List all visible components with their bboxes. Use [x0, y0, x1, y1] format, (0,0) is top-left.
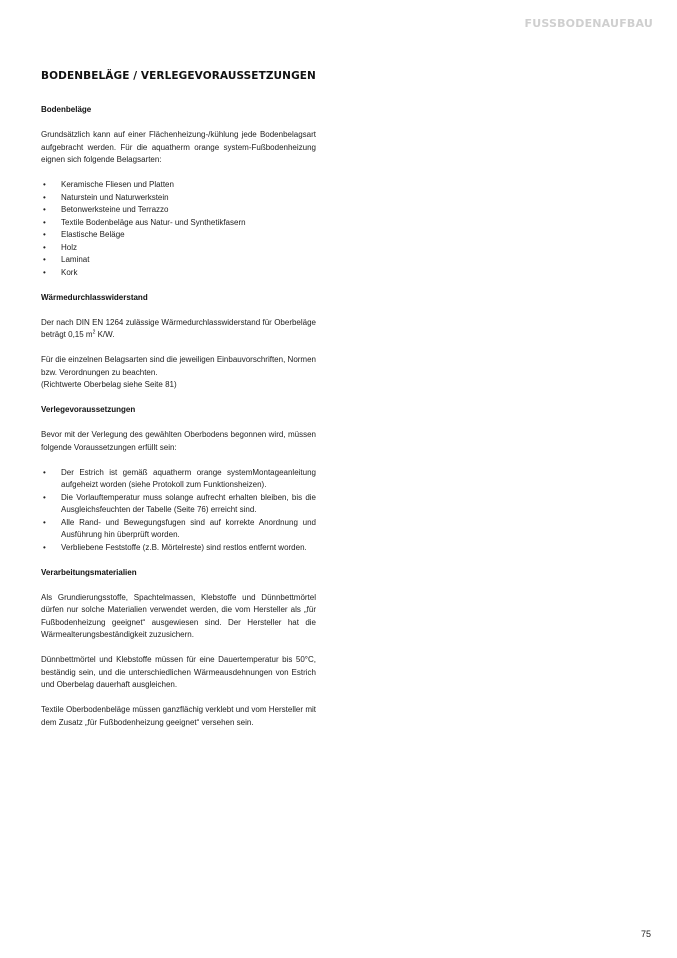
bullet-icon: • — [43, 542, 46, 552]
list-item: • Kork — [41, 267, 316, 280]
list-item: • Alle Rand- und Bewegungsfugen sind auf korrekte Anordnung und Ausführung hin überprüft worden. — [43, 517, 316, 539]
bullet-icon: • — [43, 217, 46, 227]
section-heading: Verlegevoraussetzungen — [41, 405, 136, 414]
bullet-icon: • — [43, 517, 46, 527]
paragraph: Für die einzelnen Belagsarten sind die jeweiligen Einbauvorschriften, Normen bzw. Verordnungen zu beachten. — [41, 355, 316, 377]
section-verlegevoraussetzungen — [41, 404, 316, 554]
bullet-icon: • — [43, 492, 46, 502]
main-content — [41, 104, 316, 742]
voraussetzungen-list — [41, 467, 316, 555]
running-head: FUSSBODENAUFBAU — [524, 17, 653, 30]
bullet-icon: • — [43, 467, 46, 477]
list-item: • Betonwerksteine und Terrazzo — [41, 204, 316, 217]
bullet-icon: • — [43, 180, 46, 189]
paragraph: (Richtwerte Oberbelag siehe Seite 81) — [41, 380, 177, 389]
bullet-icon: • — [43, 205, 46, 214]
list-item: • Elastische Beläge — [41, 229, 316, 242]
belagsarten-list — [41, 179, 316, 279]
section-heading: Verarbeitungsmaterialien — [41, 567, 137, 577]
section-heading: Wärmedurchlasswiderstand — [41, 292, 148, 302]
paragraph: Textile Oberbodenbeläge müssen ganzflächig verklebt und vom Hersteller mit dem Zusatz „für Fußbodenheizung geeignet“ versehen sein. — [41, 705, 316, 727]
list-item: • Die Vorlauftemperatur muss solange aufrecht erhalten bleiben, bis die Ausgleichsfeuchten der Tabelle (Seite 76) erreicht sind. — [43, 492, 316, 514]
section-verarbeitungsmaterialien — [41, 567, 316, 730]
section-waermedurchlasswiderstand — [41, 292, 316, 392]
paragraph: Der nach DIN EN 1264 zulässige Wärmedurchlasswiderstand für Oberbeläge beträgt 0,15 $m^2$ K/W. — [41, 317, 316, 339]
bullet-icon: • — [43, 230, 46, 239]
list-item: • Verbliebene Feststoffe (z.B. Mörtelreste) sind restlos entfernt worden. — [41, 542, 316, 555]
list-item: • Holz — [41, 242, 316, 255]
bullet-icon: • — [43, 242, 46, 252]
page-title: BODENBELÄGE / VERLEGEVORAUSSETZUNGEN — [41, 70, 316, 82]
list-item: • Laminat — [41, 254, 316, 267]
list-item: • Naturstein und Naturwerkstein — [41, 192, 316, 205]
paragraph: Dünnbettmörtel und Klebstoffe müssen für eine Dauertemperatur bis 50°C, beständig sein, und die unterschiedlichen Wärmeausdehnungen von Estrich und Oberbelag dauerhaft ausgleichen. — [41, 655, 316, 689]
list-item: • Textile Bodenbeläge aus Natur- und Synthetikfasern — [41, 217, 316, 230]
section-heading: Bodenbeläge — [41, 105, 92, 114]
bullet-icon: • — [43, 267, 46, 277]
paragraph: Bevor mit der Verlegung des gewählten Oberbodens begonnen wird, müssen folgende Voraussetzungen erfüllt sein: — [41, 430, 316, 452]
paragraph: Grundsätzlich kann auf einer Flächenheizung-/kühlung jede Bodenbelagsart aufgebracht werden. Für die aquatherm orange system-Fußbodenheizung eignen sich folgende Belagsarten: — [41, 130, 316, 164]
paragraph: Als Grundierungsstoffe, Spachtelmassen, Klebstoffe und Dünnbettmörtel dürfen nur solche Materialien verwendet werden, die vom Hersteller als „für Fußbodenheizung geeignet“ ausgewiesen sind. Der Hersteller hat die Wärmealterungsbeständigkeit zuzusichern. — [41, 592, 316, 639]
section-bodenbelaege — [41, 104, 316, 279]
bullet-icon: • — [43, 192, 46, 202]
page-number: 75 — [640, 929, 651, 939]
bullet-icon: • — [43, 255, 46, 264]
list-item: • Der Estrich ist gemäß aquatherm orange systemMontageanleitung aufgeheizt worden (siehe Protokoll zum Funktionsheizen). — [43, 467, 316, 489]
list-item: • Keramische Fliesen und Platten — [41, 179, 316, 192]
